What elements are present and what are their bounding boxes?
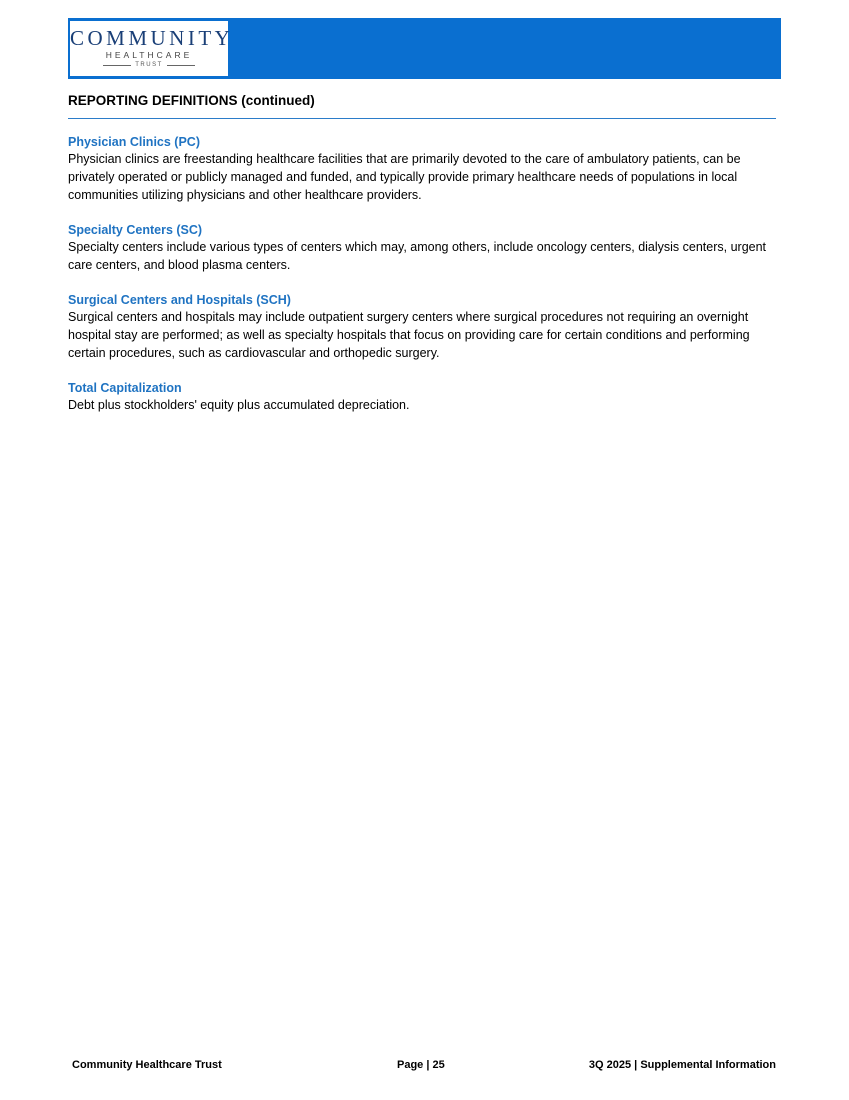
definition-body: Surgical centers and hospitals may include outpatient surgery centers where surgical procedures not requiring an overnight hospital stay are performed; as well as specialty hospitals that focus on providing care for certain conditions and performing certain procedures, such as cardiovascular and orthopedic surgery. [68,310,750,360]
logo-sub-text: HEALTHCARE [105,50,193,60]
title-divider [68,118,776,119]
definition-body: Specialty centers include various types of centers which may, among others, include oncology centers, dialysis centers, urgent care centers, and blood plasma centers. [68,240,767,272]
definitions-list [68,134,778,432]
definition-body: Debt plus stockholders' equity plus accumulated depreciation. [68,398,410,412]
definition-item [68,134,778,204]
section-title: REPORTING DEFINITIONS (continued) [68,93,315,108]
definition-term: Total Capitalization [68,381,182,395]
footer-page-number: Page | 25 [397,1059,445,1071]
logo-trust-row [70,61,228,69]
definition-term: Specialty Centers (SC) [68,223,203,237]
definition-item [68,222,778,274]
definition-item [68,380,778,414]
definition-body: Physician clinics are freestanding healthcare facilities that are primarily devoted to the care of ambulatory patients, can be privately operated or publicly managed and funded, and typically provide primary healthcare needs of populations in local communities utilizing physicians and other healthcare providers. [68,152,741,202]
footer-report-label: 3Q 2025 | Supplemental Information [588,1059,776,1071]
company-logo [70,21,234,76]
definition-item [68,292,778,362]
logo-main-text: COMMUNITY [70,26,234,50]
definition-term: Surgical Centers and Hospitals (SCH) [68,293,291,307]
footer-company: Community Healthcare Trust [72,1059,222,1071]
logo-rule-left [103,65,131,66]
definition-term: Physician Clinics (PC) [68,135,200,149]
logo-rule-right [167,65,195,66]
logo-trust-text: TRUST [135,62,163,68]
